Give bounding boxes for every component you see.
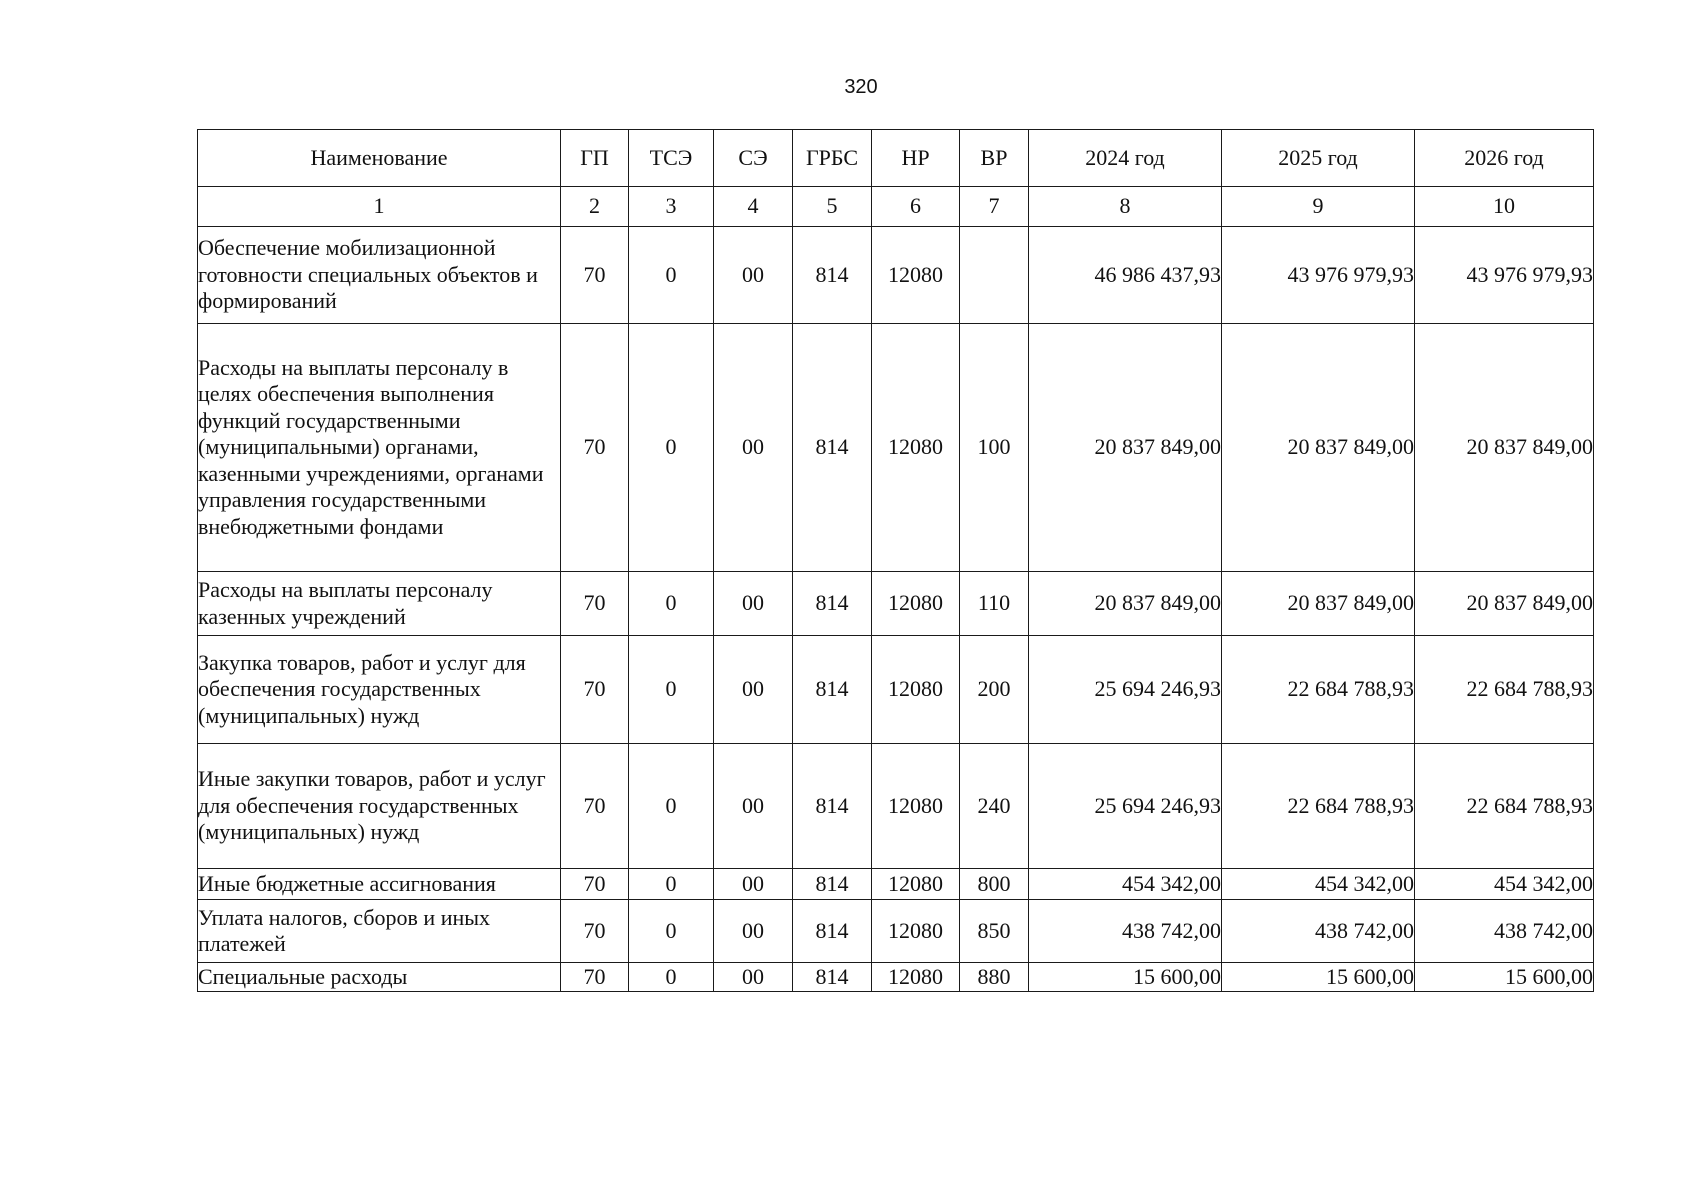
cell-tse: 0: [629, 744, 714, 869]
cell-gp: 70: [561, 227, 629, 324]
cell-2024: 20 837 849,00: [1029, 572, 1222, 636]
cell-nr: 12080: [872, 900, 960, 963]
cell-nr: 12080: [872, 572, 960, 636]
table-row: [198, 572, 1594, 636]
cell-nr: 12080: [872, 324, 960, 572]
cell-2025: 454 342,00: [1222, 869, 1415, 900]
cell-nr: 12080: [872, 963, 960, 992]
cell-se: 00: [714, 869, 793, 900]
cell-se: 00: [714, 227, 793, 324]
column-number: 5: [793, 187, 872, 227]
cell-nr: 12080: [872, 227, 960, 324]
cell-grbs: 814: [793, 227, 872, 324]
cell-se: 00: [714, 744, 793, 869]
cell-2025: 20 837 849,00: [1222, 572, 1415, 636]
cell-2024: 454 342,00: [1029, 869, 1222, 900]
table-row: [198, 227, 1594, 324]
header-vr: ВР: [960, 130, 1029, 187]
cell-2024: 46 986 437,93: [1029, 227, 1222, 324]
cell-vr: 110: [960, 572, 1029, 636]
cell-2026: 43 976 979,93: [1415, 227, 1594, 324]
cell-vr: 800: [960, 869, 1029, 900]
cell-grbs: 814: [793, 963, 872, 992]
cell-2026: 454 342,00: [1415, 869, 1594, 900]
cell-gp: 70: [561, 869, 629, 900]
cell-nr: 12080: [872, 744, 960, 869]
header-tse: ТСЭ: [629, 130, 714, 187]
cell-se: 00: [714, 324, 793, 572]
cell-grbs: 814: [793, 324, 872, 572]
cell-vr: 850: [960, 900, 1029, 963]
column-number: 7: [960, 187, 1029, 227]
table-row: [198, 744, 1594, 869]
cell-gp: 70: [561, 636, 629, 744]
table-row: [198, 900, 1594, 963]
cell-se: 00: [714, 900, 793, 963]
cell-vr: 200: [960, 636, 1029, 744]
cell-tse: 0: [629, 636, 714, 744]
header-nr: НР: [872, 130, 960, 187]
column-number: 4: [714, 187, 793, 227]
cell-tse: 0: [629, 869, 714, 900]
cell-grbs: 814: [793, 869, 872, 900]
cell-se: 00: [714, 572, 793, 636]
column-number: 9: [1222, 187, 1415, 227]
cell-2024: 438 742,00: [1029, 900, 1222, 963]
cell-gp: 70: [561, 324, 629, 572]
cell-grbs: 814: [793, 636, 872, 744]
cell-2024: 25 694 246,93: [1029, 744, 1222, 869]
table-row: [198, 963, 1594, 992]
cell-2024: 25 694 246,93: [1029, 636, 1222, 744]
table-row: [198, 324, 1594, 572]
header-gp: ГП: [561, 130, 629, 187]
row-name: Расходы на выплаты персоналу казенных учреждений: [198, 572, 561, 636]
budget-table: [197, 129, 1594, 992]
column-number: 10: [1415, 187, 1594, 227]
table-row: [198, 869, 1594, 900]
cell-tse: 0: [629, 324, 714, 572]
cell-grbs: 814: [793, 900, 872, 963]
row-name: Расходы на выплаты персоналу в целях обеспечения выполнения функций государственными (муниципальными) органами, казенными учреждениями, органами управления государственными внебюджетными фондами: [198, 324, 561, 572]
column-number: 1: [198, 187, 561, 227]
table-row: [198, 636, 1594, 744]
header-2025: 2025 год: [1222, 130, 1415, 187]
header-2024: 2024 год: [1029, 130, 1222, 187]
cell-vr: [960, 227, 1029, 324]
cell-gp: 70: [561, 963, 629, 992]
column-number: 8: [1029, 187, 1222, 227]
cell-2026: 22 684 788,93: [1415, 744, 1594, 869]
cell-vr: 240: [960, 744, 1029, 869]
cell-tse: 0: [629, 227, 714, 324]
table-header-row: [198, 130, 1594, 187]
row-name: Обеспечение мобилизационной готовности специальных объектов и формирований: [198, 227, 561, 324]
cell-2024: 20 837 849,00: [1029, 324, 1222, 572]
cell-2026: 20 837 849,00: [1415, 324, 1594, 572]
cell-2025: 438 742,00: [1222, 900, 1415, 963]
cell-tse: 0: [629, 963, 714, 992]
row-name: Закупка товаров, работ и услуг для обеспечения государственных (муниципальных) нужд: [198, 636, 561, 744]
cell-2026: 438 742,00: [1415, 900, 1594, 963]
row-name: Иные закупки товаров, работ и услуг для обеспечения государственных (муниципальных) нужд: [198, 744, 561, 869]
row-name: Уплата налогов, сборов и иных платежей: [198, 900, 561, 963]
cell-2025: 43 976 979,93: [1222, 227, 1415, 324]
row-name: Специальные расходы: [198, 963, 561, 992]
cell-2026: 20 837 849,00: [1415, 572, 1594, 636]
cell-2025: 20 837 849,00: [1222, 324, 1415, 572]
cell-gp: 70: [561, 572, 629, 636]
cell-gp: 70: [561, 744, 629, 869]
cell-nr: 12080: [872, 636, 960, 744]
cell-tse: 0: [629, 572, 714, 636]
column-number: 6: [872, 187, 960, 227]
cell-2025: 22 684 788,93: [1222, 636, 1415, 744]
cell-grbs: 814: [793, 744, 872, 869]
cell-se: 00: [714, 963, 793, 992]
cell-2026: 22 684 788,93: [1415, 636, 1594, 744]
header-se: СЭ: [714, 130, 793, 187]
header-grbs: ГРБС: [793, 130, 872, 187]
cell-vr: 100: [960, 324, 1029, 572]
cell-2024: 15 600,00: [1029, 963, 1222, 992]
cell-2025: 15 600,00: [1222, 963, 1415, 992]
header-2026: 2026 год: [1415, 130, 1594, 187]
cell-nr: 12080: [872, 869, 960, 900]
cell-vr: 880: [960, 963, 1029, 992]
column-number: 2: [561, 187, 629, 227]
cell-2025: 22 684 788,93: [1222, 744, 1415, 869]
row-name: Иные бюджетные ассигнования: [198, 869, 561, 900]
cell-gp: 70: [561, 900, 629, 963]
column-number: 3: [629, 187, 714, 227]
cell-se: 00: [714, 636, 793, 744]
cell-tse: 0: [629, 900, 714, 963]
page-number: 320: [844, 76, 878, 98]
column-numbers-row: [198, 187, 1594, 227]
cell-2026: 15 600,00: [1415, 963, 1594, 992]
header-name: Наименование: [198, 130, 561, 187]
cell-grbs: 814: [793, 572, 872, 636]
